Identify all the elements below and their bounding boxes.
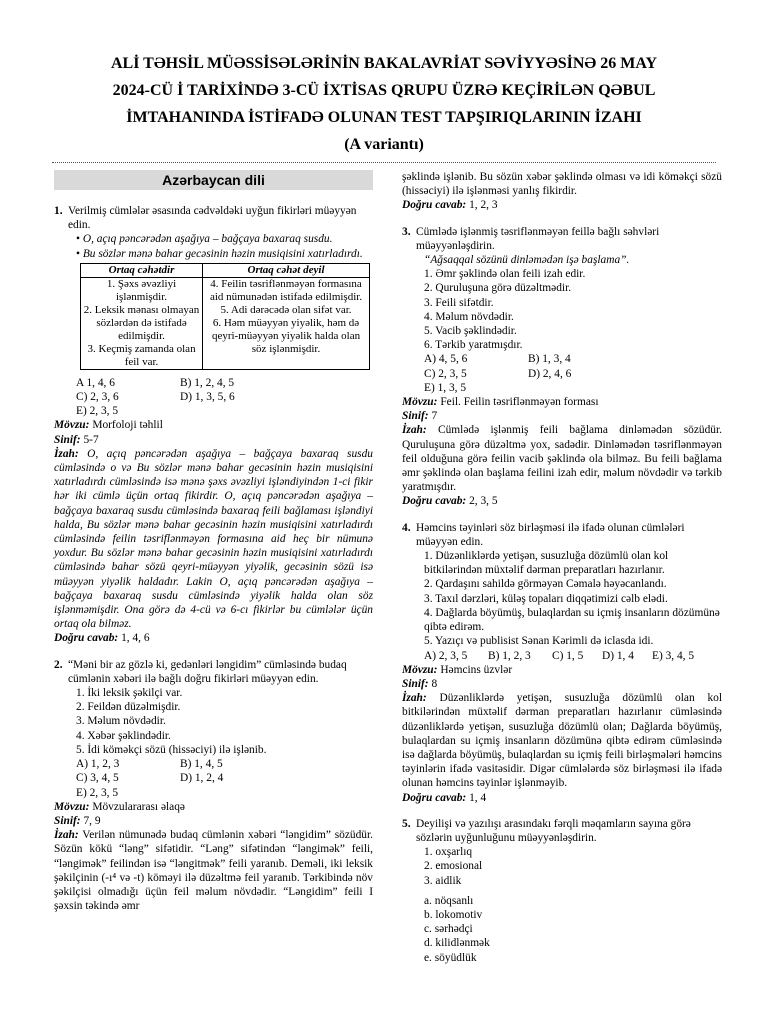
option-a: A 1, 4, 6 <box>76 376 115 389</box>
list-item: 4. Məlum növdədir. <box>424 310 514 323</box>
table-cell: 1. Şəxs əvəzliyi işlənmişdir. 2. Leksik mənası olmayan sözlərdən də istifadə edilmişdir. 3. Keçmiş zamanda olan feil var. <box>81 277 203 369</box>
list-item: 4. Xəbər şəklindədir. <box>76 729 171 742</box>
question-4 <box>402 521 722 805</box>
option-b: B) 1, 2, 4, 5 <box>180 376 235 389</box>
correct-answer: Doğru cavab: 2, 3, 5 <box>402 495 498 508</box>
explanation-continued: şəklində işlənib. Bu sözün xəbər şəklində olması və idi köməkçi sözü (hissəciyi) ilə işlənməsi yanlış fikirdir. <box>402 171 722 198</box>
left-column <box>54 170 373 913</box>
list-item: 3. Taxıl dərzləri, küləş topaları diqqətimizi cəlb elədi. <box>424 592 668 605</box>
explanation: İzah: Cümlədə işlənmiş feili bağlama dinləmədən sözüdür. Quruluşuna görə düzəltmə yox, sadədir. Dinləmədən təsriflənməyən feil olduğuna görə feilin vacib şəklində ola bilməz. Bu feili bağlama əmr şəklində olan başlama feilini izah edir, məlum növdədir və tərkib yaratmışdır. <box>402 424 722 494</box>
right-column <box>402 170 722 965</box>
option-d: D) 1, 3, 5, 6 <box>180 391 235 404</box>
option-e: E) 2, 3, 5 <box>76 786 119 799</box>
question-text: Həmcins təyinləri söz birləşməsi ilə ifadə olunan cümlələri müəyyən edin. <box>416 521 685 548</box>
option-a: A) 1, 2, 3 <box>76 758 120 771</box>
list-item: 6. Tərkib yaratmışdır. <box>424 339 523 352</box>
list-item: 2. Qardaşını sahildə görməyən Cəmalə həyəcanlandı. <box>424 578 667 591</box>
list-item: a. nöqsanlı <box>424 894 474 907</box>
list-item: 1. Düzənliklərdə yetişən, susuzluğa dözümlü olan kol bitkilərindən müxtəlif dərman preparatları hazırlanır. <box>424 550 669 577</box>
question-2 <box>54 658 373 914</box>
list-item: 4. Dağlarda böyümüş, bulaqlardan su içmiş insanların dözümünə qibtə edirəm. <box>424 606 720 634</box>
header-line-3: İMTAHANINDA İSTİFADƏ OLUNAN TEST TAPŞIRIQLARININ İZAHI <box>126 109 642 126</box>
question-5 <box>402 817 722 965</box>
topic: Mövzu: Mövzulararası əlaqə <box>54 800 185 813</box>
grade: Sinif: 8 <box>402 677 438 690</box>
document-header <box>40 50 728 158</box>
question-number: 2. <box>54 658 63 671</box>
header-line-1: ALİ TƏHSİL MÜƏSSİSƏLƏRİNİN BAKALAVRİAT SƏVİYYƏSİNƏ 26 MAY <box>111 55 657 72</box>
list-item: 3. Məlum növdədir. <box>76 715 166 728</box>
option-c: C) 1, 5 <box>552 649 584 662</box>
header-line-4: (A variantı) <box>344 136 424 153</box>
list-item: 1. İki leksik şəkilçi var. <box>76 687 183 700</box>
list-item: 5. Vacib şəklindədir. <box>424 325 517 338</box>
list-item: d. kilidlənmək <box>424 937 490 950</box>
list-item: e. söyüdlük <box>424 951 477 964</box>
question-text: Deyilişi və yazılışı arasındakı fərqli məqamların sayına görə sözlərin uyğunluğunu müəyyənləşdirin. <box>416 817 691 844</box>
topic: Mövzu: Feil. Feilin təsriflənməyən forması <box>402 396 599 409</box>
list-item: b. lokomotiv <box>424 908 483 921</box>
answer-options <box>402 649 722 663</box>
list-item: 1. oxşarlıq <box>424 846 473 859</box>
bullet-sentence-2: • Bu sözlər mənə bahar gecəsinin həzin musiqisini xatırladırdı. <box>76 247 363 260</box>
option-a: A) 2, 3, 5 <box>424 649 468 662</box>
option-c: C) 2, 3, 6 <box>76 391 119 404</box>
answer-options <box>402 352 722 395</box>
grade: Sinif: 7, 9 <box>54 814 101 827</box>
option-b: B) 1, 4, 5 <box>180 758 223 771</box>
lettered-list <box>402 894 722 965</box>
topic: Mövzu: Morfoloji təhlil <box>54 419 163 432</box>
table-header: Ortaq cəhət deyil <box>203 263 370 277</box>
option-c: C) 2, 3, 5 <box>424 367 467 380</box>
subject-banner: Azərbaycan dili <box>54 170 373 190</box>
list-item: 2. Feildən düzəlmişdir. <box>76 701 181 714</box>
question-3 <box>402 225 722 509</box>
question-number: 1. <box>54 205 63 217</box>
grade: Sinif: 5-7 <box>54 433 99 446</box>
question-number: 5. <box>402 817 411 830</box>
question-text: “Məni bir az gözlə ki, gedənləri ləngidim” cümləsində budaq cümlənin xəbəri ilə bağlı doğru fikirləri müəyyən edin. <box>68 658 347 685</box>
numbered-list <box>402 845 722 888</box>
option-e: E) 3, 4, 5 <box>652 649 695 662</box>
option-d: D) 1, 2, 4 <box>180 772 224 785</box>
question-text: Cümlədə işlənmiş təsriflənməyən feillə bağlı səhvləri müəyyənləşdirin. <box>416 225 660 252</box>
list-item: 5. İdi köməkçi sözü (hissəciyi) ilə işlənib. <box>76 743 267 756</box>
table-header: Ortaq cəhətdir <box>81 263 203 277</box>
option-a: A) 4, 5, 6 <box>424 353 468 366</box>
header-divider <box>52 162 716 163</box>
option-b: B) 1, 3, 4 <box>528 353 571 366</box>
option-e: E) 2, 3, 5 <box>76 405 119 418</box>
answer-options <box>54 376 373 419</box>
option-e: E) 1, 3, 5 <box>424 381 467 394</box>
statement-list <box>54 686 373 757</box>
question-1 <box>54 204 373 646</box>
header-line-2: 2024-CÜ İ TARİXİNDƏ 3-CÜ İXTİSAS QRUPU ÜZRƏ KEÇİRİLƏN QƏBUL <box>112 82 656 99</box>
question-number: 3. <box>402 225 411 238</box>
question-text: Verilmiş cümlələr əsasında cədvəldəki uyğun fikirləri müəyyən edin. <box>68 205 357 232</box>
answer-options <box>54 757 373 800</box>
statement-list <box>402 267 722 352</box>
quoted-sentence: “Ağsaqqal sözünü dinləmədən işə başlama”. <box>424 254 630 267</box>
table-cell: 4. Feilin təsriflənməyən formasına aid nümunədən istifadə edilmişdir. 5. Adi dərəcədə olan sifət var. 6. Həm müəyyən yiyəlik, həm də qeyri-müəyyən yiyəlik halda olan söz işlənmişdir. <box>203 277 370 369</box>
list-item: 1. Əmr şəklində olan feili izah edir. <box>424 268 586 281</box>
explanation: İzah: Verilən nümunədə budaq cümlənin xəbəri “ləngidim” sözüdür. Sözün kökü “ləng” sifətidir. “Ləng” sifətindən “ləngimək” feili, “ləngimək” feilindən isə “ləngitmək” feili yaranıb. Deməli, iki leksik şəkilçinin (-ı⁴ və -t) köməyi ilə düzəltmə feil yaranıb. Tərkibində növ şəkilçisi olmadığı üçün feil məlum növdədir. “Ləngidim” feili I şəxsin təkində əmr <box>54 829 373 913</box>
bullet-sentence-1: • O, açıq pəncərədən aşağıya – bağçaya baxaraq susdu. <box>76 233 333 246</box>
list-item: 2. Quruluşuna görə düzəltmədir. <box>424 282 572 295</box>
option-d: D) 1, 4 <box>602 649 634 662</box>
correct-answer: Doğru cavab: 1, 2, 3 <box>402 199 498 212</box>
comparison-table <box>80 263 370 370</box>
list-item: 3. aidlik <box>424 874 462 887</box>
list-item: c. sərhədçi <box>424 923 473 936</box>
option-d: D) 2, 4, 6 <box>528 367 572 380</box>
explanation: İzah: O, açıq pəncərədən aşağıya – bağçaya baxaraq susdu cümləsində o və Bu sözlər mənə bahar gecəsinin həzin musiqisini xatırladırdı cümləsində isə mənə şəxs əvəzliyi işləndiyindən 1-ci fikir hər iki cümlə üçün ortaq fikirdir. O, açıq pəncərədən aşağıya – bağçaya baxaraq susdu cümləsində baxaraq feili bağlaması işləndiyi halda, Bu sözlər mənə bahar gecəsinin həzin musiqisini xatırladırdı cümləsində feilin təsriflənməyən formasına aid heç bir nümunə yoxdur. Bu sözlər mənə bahar gecəsinin həzin musiqisini xatırladırdı cümləsində bahar sözü qeyri-müəyyən yiyəlik, gecəsinin sözü isə müəyyən yiyəlik haldadır. Lakin O, açıq pəncərədən aşağıya – bağçaya baxaraq susdu cümləsində yiyəlik halda olan söz işlənməmişdir. Ona görə də 4-cü və 6-cı fikirlər bu cümlələr üçün ortaq ola bilməz. <box>54 447 373 631</box>
list-item: 2. emosional <box>424 860 483 873</box>
option-c: C) 3, 4, 5 <box>76 772 119 785</box>
correct-answer: Doğru cavab: 1, 4, 6 <box>54 632 150 645</box>
topic: Mövzu: Həmcins üzvlər <box>402 663 513 676</box>
question-number: 4. <box>402 521 411 534</box>
grade: Sinif: 7 <box>402 410 438 423</box>
explanation: İzah: Düzənliklərdə yetişən, susuzluğa dözümlü olan kol bitkilərindən müxtəlif dərman preparatları hazırlanır cümləsində düzənliklərdə yetişən, susuzluğa dözümlü olan; Dağlarda böyümüş, bulaqlardan su içmiş insanların dözümünə qibtə edirəm cümləsində isə dağlarda böyümüş, bulaqlardan su içmiş feili birləşmələri həmcins təyinlərin ifadə vasitəsidir. Digər cümlələrdə söz birləşməsi ilə ifadə olunan həmcins təyinlər işlənməyib. <box>402 692 722 790</box>
list-item: 5. Yazıçı və publisist Sənan Kərimli də iclasda idi. <box>424 635 654 648</box>
list-item: 3. Feili sifətdir. <box>424 296 494 309</box>
correct-answer: Doğru cavab: 1, 4 <box>402 791 487 804</box>
statement-list <box>402 549 722 648</box>
option-b: B) 1, 2, 3 <box>488 649 531 662</box>
